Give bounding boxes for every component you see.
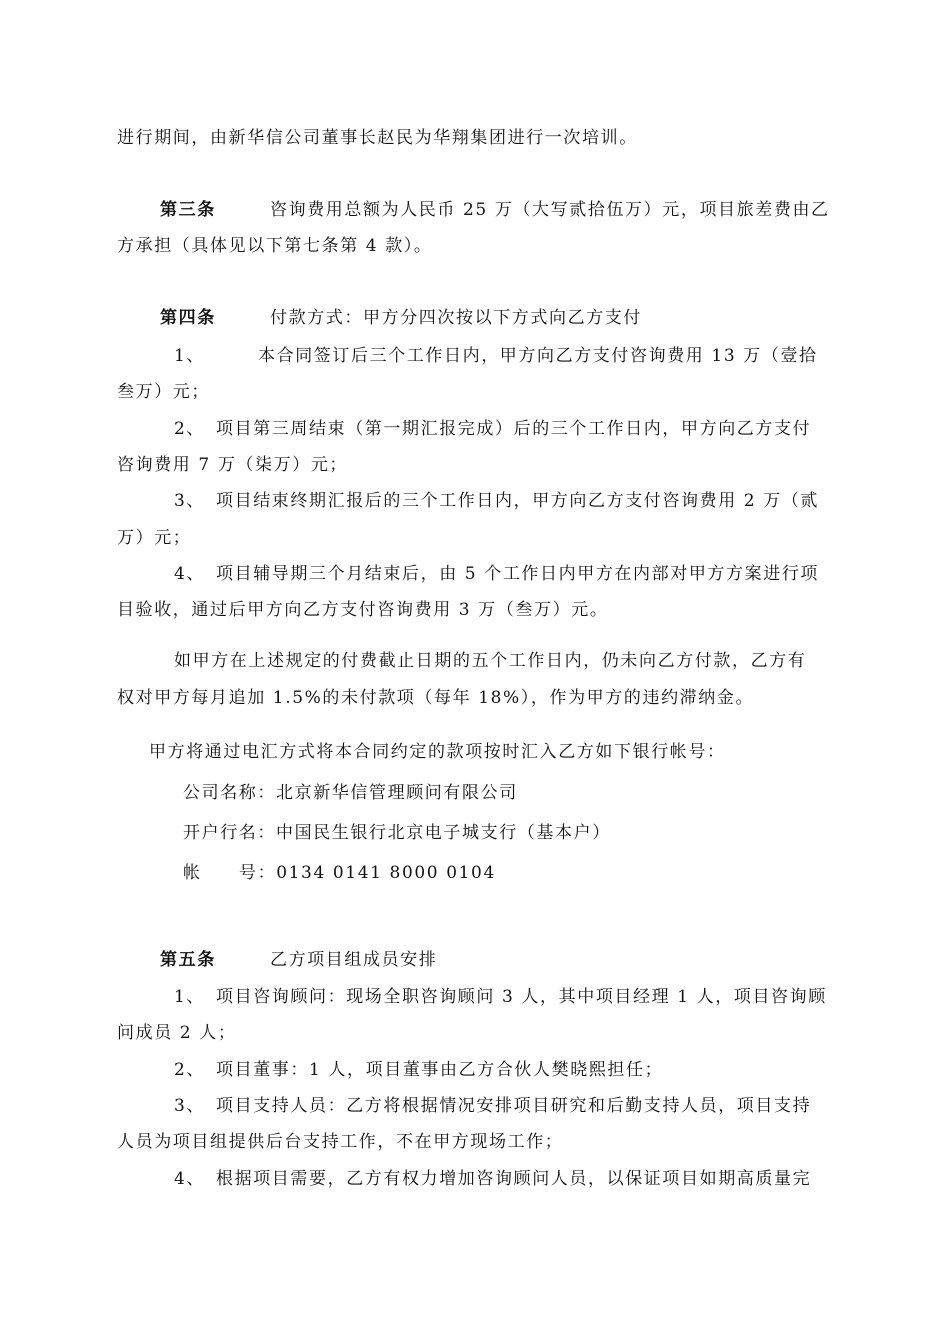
account-label-part-2: 号： — [239, 863, 277, 883]
article-4-item-2-num: 2、 — [174, 419, 206, 439]
article-4-item-2-line-2: 咨询费用 7 万（柒万）元； — [117, 455, 349, 475]
intro-line-1: 进行期间，由新华信公司董事长赵民为华翔集团进行一次培训。 — [117, 128, 638, 148]
article-4-item-3-line-1: 项目结束终期汇报后的三个工作日内，甲方向乙方支付咨询费用 2 万（贰 — [216, 491, 820, 511]
article-4-subheading: 付款方式：甲方分四次按以下方式向乙方支付 — [270, 308, 642, 328]
article-5-item-1-num: 1、 — [174, 987, 206, 1007]
article-5-item-2-num: 2、 — [174, 1060, 206, 1080]
article-4-item-2-line-1-wrap — [216, 417, 811, 441]
article-5-item-3-line-2: 人员为项目组提供后台支持工作，不在甲方现场工作； — [117, 1132, 564, 1152]
article-5-item-3-line-2-wrap — [117, 1130, 563, 1154]
article-5-item-2-line-1-wrap — [216, 1058, 663, 1082]
company-name-value: 北京新华信管理顾问有限公司 — [276, 783, 518, 803]
article-4-item-1-line-2: 叁万）元； — [117, 382, 210, 402]
article-5-item-3-line-1-wrap — [216, 1094, 811, 1118]
article-5-item-2-num-wrap — [174, 1058, 205, 1082]
article-4-item-3-num: 3、 — [174, 491, 206, 511]
article-3-heading — [160, 198, 270, 222]
article-4-item-3-num-wrap — [174, 489, 205, 513]
article-4-item-1-line-2-wrap — [117, 380, 210, 404]
bank-name-row — [183, 821, 611, 845]
article-4-item-4-line-1-wrap — [216, 562, 819, 586]
article-4-item-4-line-2: 目验收，通过后甲方向乙方支付咨询费用 3 万（叁万）元。 — [117, 600, 609, 620]
article-4-item-4-line-1: 项目辅导期三个月结束后，由 5 个工作日内甲方在内部对甲方方案进行项 — [216, 564, 820, 584]
article-4-item-2-line-2-wrap — [117, 453, 348, 477]
account-row — [183, 861, 496, 885]
article-5-item-1-line-1-wrap — [216, 985, 827, 1009]
article-3-line-1-wrap — [270, 198, 830, 222]
article-5-item-3-num: 3、 — [174, 1096, 206, 1116]
article-4-penalty-line-2-wrap — [117, 686, 754, 710]
article-4-item-1-num-wrap — [174, 344, 205, 368]
article-4-subheading-wrap — [270, 306, 642, 330]
company-name-row — [183, 781, 518, 805]
company-name-label: 公司名称： — [183, 783, 276, 803]
article-4-title: 第四条 — [160, 308, 216, 328]
article-4-penalty-line-2: 权对甲方每月追加 1.5%的未付款项（每年 18%），作为甲方的违约滞纳金。 — [117, 688, 755, 708]
article-4-bank-intro: 甲方将通过电汇方式将本合同约定的款项按时汇入乙方如下银行帐号： — [149, 742, 726, 762]
account-label-part-1: 帐 — [183, 863, 202, 883]
article-4-item-1-line-1-wrap — [258, 344, 818, 368]
article-5-subheading: 乙方项目组成员安排 — [270, 950, 438, 970]
article-4-item-3-line-2: 万）元； — [117, 528, 192, 548]
article-5-item-3-line-1: 项目支持人员：乙方将根据情况安排项目研究和后勤支持人员，项目支持 — [216, 1096, 812, 1116]
article-5-heading — [160, 948, 216, 972]
article-5-item-4-num-wrap — [174, 1167, 205, 1191]
article-4-item-1-line-1: 本合同签订后三个工作日内，甲方向乙方支付咨询费用 13 万（壹拾 — [258, 346, 818, 366]
article-4-item-4-num: 4、 — [174, 564, 206, 584]
article-5-item-1-num-wrap — [174, 985, 205, 1009]
article-3-line-1: 咨询费用总额为人民币 25 万（大写贰拾伍万）元，项目旅差费由乙 — [270, 200, 830, 220]
article-5-item-2-line-1: 项目董事：1 人，项目董事由乙方合伙人樊晓熙担任； — [216, 1060, 664, 1080]
article-5-item-1-line-2-wrap — [117, 1021, 236, 1045]
article-5-item-4-line-1-wrap — [216, 1167, 811, 1191]
article-4-item-4-num-wrap — [174, 562, 205, 586]
article-5-item-4-num: 4、 — [174, 1169, 206, 1189]
article-4-item-2-line-1: 项目第三周结束（第一期汇报完成）后的三个工作日内，甲方向乙方支付 — [216, 419, 812, 439]
article-5-item-1-line-1: 项目咨询顾问：现场全职咨询顾问 3 人，其中项目经理 1 人，项目咨询顾 — [216, 987, 827, 1007]
bank-name-label: 开户行名： — [183, 823, 276, 843]
article-5-item-1-line-2: 问成员 2 人； — [117, 1023, 237, 1043]
article-4-item-4-line-2-wrap — [117, 598, 608, 622]
article-4-bank-intro-wrap — [149, 740, 726, 764]
article-4-item-1-num: 1、 — [174, 346, 206, 366]
account-number-value: 0134 0141 8000 0104 — [276, 863, 496, 883]
article-5-subheading-wrap — [270, 948, 437, 972]
article-4-item-2-num-wrap — [174, 417, 205, 441]
article-4-item-3-line-2-wrap — [117, 526, 191, 550]
article-5-item-3-num-wrap — [174, 1094, 205, 1118]
intro-paragraph — [117, 126, 638, 150]
article-4-penalty-line-1: 如甲方在上述规定的付费截止日期的五个工作日内，仍未向乙方付款，乙方有 — [174, 651, 807, 671]
article-5-title: 第五条 — [160, 950, 216, 970]
article-3-line-2: 方承担（具体见以下第七条第 4 款）。 — [117, 236, 433, 256]
article-4-heading — [160, 306, 216, 330]
article-4-penalty-line-1-wrap — [174, 649, 806, 673]
article-3-line-2-wrap — [117, 234, 433, 258]
bank-name-value: 中国民生银行北京电子城支行（基本户） — [276, 823, 611, 843]
article-3-title: 第三条 — [160, 200, 216, 220]
article-5-item-4-line-1: 根据项目需要，乙方有权力增加咨询顾问人员，以保证项目如期高质量完 — [216, 1169, 812, 1189]
article-4-item-3-line-1-wrap — [216, 489, 819, 513]
